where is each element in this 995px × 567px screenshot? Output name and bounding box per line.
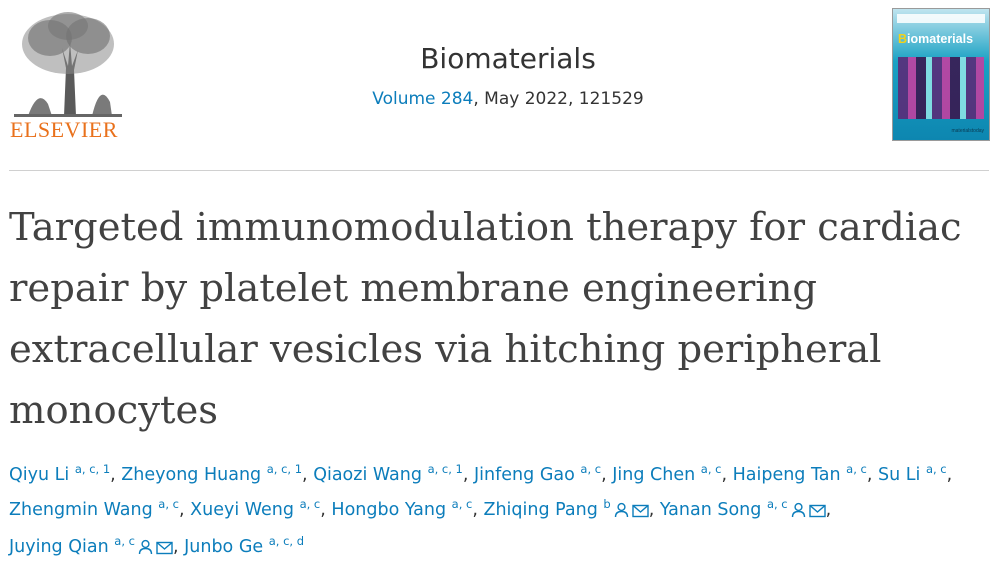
author-link[interactable] bbox=[121, 462, 303, 485]
author-separator: , bbox=[302, 465, 314, 485]
affiliation-marker: a, c, 1 bbox=[74, 462, 111, 476]
author-link[interactable] bbox=[474, 462, 602, 485]
affiliation-marker: a, c bbox=[114, 534, 135, 548]
cover-artwork bbox=[898, 57, 984, 119]
author-name: Zheyong Huang bbox=[121, 465, 262, 485]
author-name: Zhengmin Wang bbox=[9, 500, 153, 520]
person-icon[interactable] bbox=[614, 496, 629, 530]
author-list bbox=[9, 458, 991, 567]
author-separator: , bbox=[110, 465, 122, 485]
cover-top-band bbox=[897, 14, 985, 23]
elsevier-wordmark: ELSEVIER bbox=[10, 117, 118, 142]
author-name: Xueyi Weng bbox=[190, 500, 294, 520]
author-link[interactable] bbox=[9, 534, 173, 557]
author-name: Juying Qian bbox=[9, 537, 109, 557]
envelope-icon[interactable] bbox=[632, 496, 649, 530]
affiliation-marker: b bbox=[603, 497, 611, 511]
article-title: Targeted immunomodulation therapy for cardiac repair by platelet membrane engineering extracellular vesicles via hitching peripheral monocytes bbox=[9, 205, 962, 433]
affiliation-marker: a, c, d bbox=[268, 534, 305, 548]
author-name: Qiaozi Wang bbox=[313, 465, 422, 485]
volume-link[interactable]: Volume 284 bbox=[372, 89, 474, 109]
author-separator: , bbox=[320, 500, 332, 520]
author-link[interactable] bbox=[878, 462, 947, 485]
journal-cover-image[interactable] bbox=[892, 8, 990, 141]
author-name: Yanan Song bbox=[659, 500, 762, 520]
author-separator: , bbox=[601, 465, 613, 485]
author-link[interactable] bbox=[483, 497, 648, 520]
author-link[interactable] bbox=[313, 462, 463, 485]
envelope-icon[interactable] bbox=[809, 496, 826, 530]
author-name: Qiyu Li bbox=[9, 465, 70, 485]
article-header bbox=[0, 0, 995, 168]
person-icon[interactable] bbox=[138, 533, 153, 567]
author-name: Jinfeng Gao bbox=[474, 465, 575, 485]
author-separator: , bbox=[472, 500, 484, 520]
author-link[interactable] bbox=[190, 497, 321, 520]
author-link[interactable] bbox=[331, 497, 473, 520]
author-separator: , bbox=[648, 500, 660, 520]
envelope-icon[interactable] bbox=[156, 533, 173, 567]
author-separator: , bbox=[866, 465, 878, 485]
journal-name[interactable]: Biomaterials bbox=[420, 42, 596, 75]
affiliation-marker: a, c bbox=[158, 497, 179, 511]
cover-footer: materialstoday bbox=[951, 128, 984, 134]
author-link[interactable] bbox=[184, 534, 305, 557]
header-divider bbox=[9, 170, 989, 171]
affiliation-marker: a, c bbox=[846, 462, 867, 476]
affiliation-marker: a, c bbox=[451, 497, 473, 511]
affiliation-marker: a, c, 1 bbox=[427, 462, 463, 476]
author-separator: , bbox=[721, 465, 733, 485]
author-name: Jing Chen bbox=[612, 465, 696, 485]
author-link[interactable] bbox=[732, 462, 867, 485]
author-link[interactable] bbox=[612, 462, 722, 485]
author-separator: , bbox=[172, 537, 185, 557]
author-separator: , bbox=[462, 465, 475, 485]
author-separator: , bbox=[946, 465, 953, 485]
author-name: Su Li bbox=[878, 465, 921, 485]
issue-details: , May 2022, 121529 bbox=[473, 89, 644, 109]
affiliation-marker: a, c bbox=[700, 462, 722, 476]
affiliation-marker: a, c bbox=[925, 462, 947, 476]
issue-info bbox=[0, 89, 995, 109]
affiliation-marker: a, c, 1 bbox=[266, 462, 303, 476]
author-name: Junbo Ge bbox=[184, 537, 264, 557]
author-link[interactable] bbox=[659, 497, 826, 520]
author-name: Hongbo Yang bbox=[331, 500, 447, 520]
affiliation-marker: a, c bbox=[299, 497, 321, 511]
author-name: Haipeng Tan bbox=[732, 465, 841, 485]
author-separator: , bbox=[178, 500, 191, 520]
affiliation-marker: a, c bbox=[766, 497, 788, 511]
author-separator: , bbox=[825, 500, 832, 520]
affiliation-marker: a, c bbox=[580, 462, 602, 476]
author-link[interactable] bbox=[9, 497, 179, 520]
author-link[interactable] bbox=[9, 462, 111, 485]
person-icon[interactable] bbox=[791, 496, 806, 530]
author-name: Zhiqing Pang bbox=[483, 500, 598, 520]
cover-title: Biomaterials bbox=[898, 32, 974, 46]
